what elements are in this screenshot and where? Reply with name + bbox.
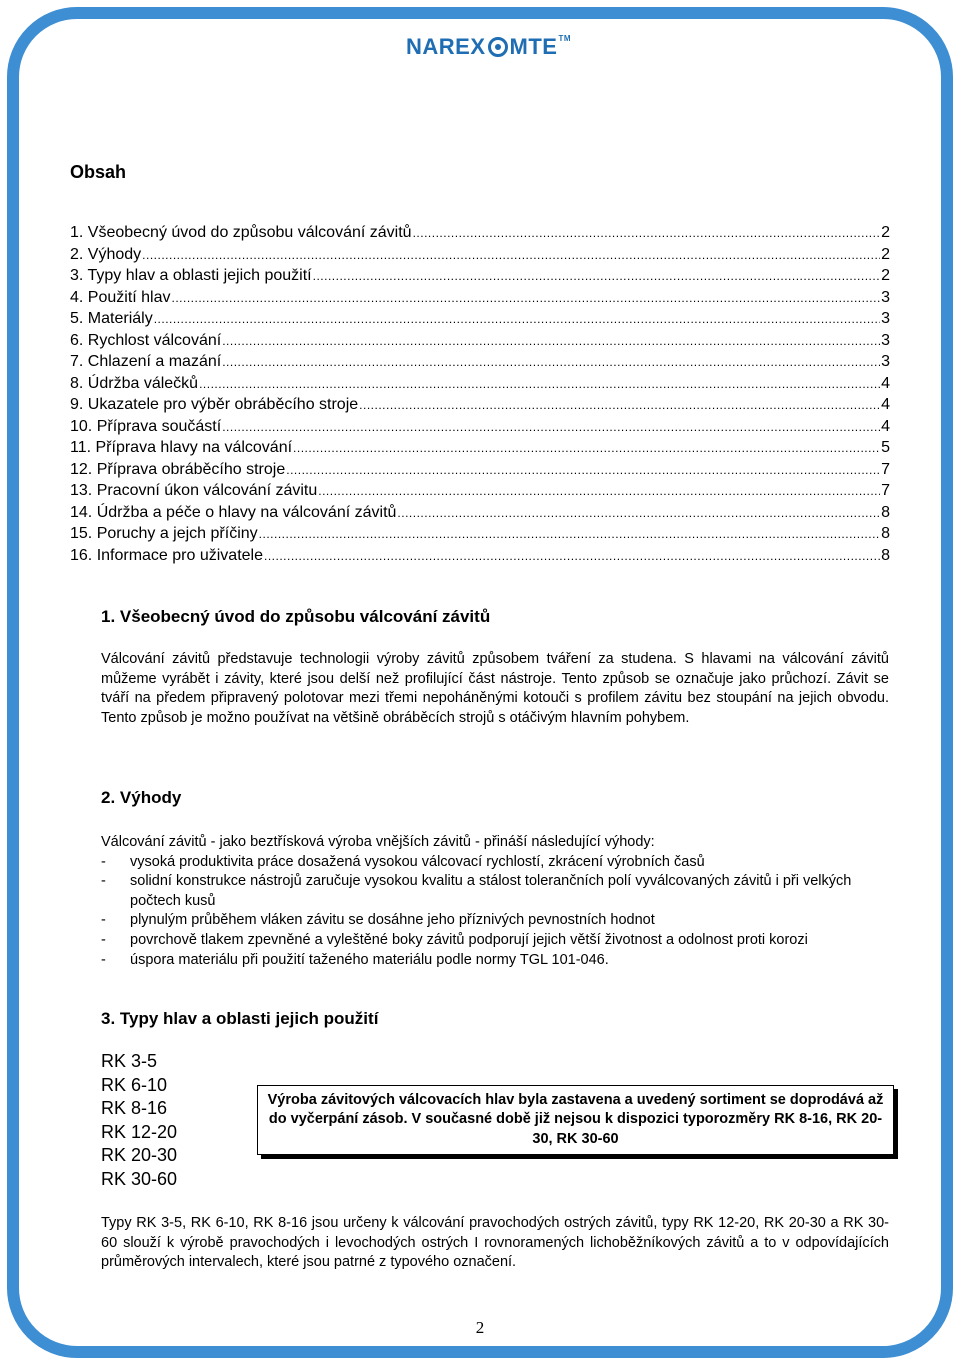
- logo-tm: TM: [558, 34, 572, 43]
- list-item: [101, 931, 889, 951]
- toc-entry-label: 10. Příprava součástí: [70, 417, 222, 435]
- toc-leader-dots: [172, 289, 881, 307]
- toc-entry[interactable]: [70, 461, 890, 483]
- toc-leader-dots: [313, 267, 880, 285]
- list-item-text: povrchově tlakem zpevněné a vyleštěné boky závitů podporují jejich větší životnost a odolnost proti korozi: [130, 931, 808, 948]
- toc-entry[interactable]: [70, 418, 890, 440]
- toc-entry-label: 13. Pracovní úkon válcování závitu: [70, 482, 318, 499]
- toc-leader-dots: [397, 504, 880, 522]
- toc-entry-label: 12. Příprava obráběcího stroje: [70, 460, 286, 478]
- toc-entry-label: 11. Příprava hlavy na válcování: [70, 439, 293, 456]
- logo-ring-icon: [488, 37, 508, 57]
- toc-leader-dots: [154, 310, 880, 328]
- bullet-dash: -: [101, 912, 106, 929]
- advantages-intro: Válcování závitů - jako beztřísková výroba vnějších závitů - přináší následující výhody:: [101, 834, 655, 850]
- toc-leader-dots: [264, 547, 880, 565]
- toc-entry[interactable]: [70, 396, 890, 418]
- toc-entry-label: 9. Ukazatele pro výběr obráběcího stroje: [70, 396, 359, 413]
- toc-entry-page: 2: [881, 267, 890, 284]
- section1-heading: 1. Všeobecný úvod do způsobu válcování závitů: [101, 607, 491, 626]
- notice-text: Výroba závitových válcovacích hlav byla zastavena a uvedený sortiment se doprodává až do vyčerpání zásob. V současné době již nejsou k dispozici typorozměry RK 8-16, RK 20-30, RK 30-60: [267, 1091, 884, 1147]
- toc-entry-label: 14. Údržba a péče o hlavy na válcování závitů: [70, 503, 397, 521]
- bullet-dash: -: [101, 931, 106, 948]
- section3-text: Typy RK 3-5, RK 6-10, RK 8-16 jsou určeny k válcování pravochodých ostrých závitů, typy RK 12-20, RK 20-30 a RK 30-60 slouží k výrobě pravochodých i levochodých ostrých I rovnoramených lichoběžníkových závitů a to v odpovídajících průměrových intervalech, které jsou patrné z typového označení.: [101, 1215, 889, 1271]
- page-number: 2: [475, 1318, 485, 1337]
- toc-entry[interactable]: [70, 375, 890, 397]
- toc-entry-page: 4: [881, 396, 890, 413]
- toc-entry-label: 4. Použití hlav: [70, 288, 171, 306]
- toc-leader-dots: [293, 439, 880, 457]
- toc-leader-dots: [413, 224, 881, 242]
- toc-entry[interactable]: [70, 224, 890, 246]
- list-item-text: vysoká produktivita práce dosažená vysokou válcovací rychlostí, zkrácení výrobních časů: [130, 853, 705, 870]
- toc-entry[interactable]: [70, 289, 890, 311]
- list-item-text: plynulým průběhem vláken závitu se dosáhne jeho příznivých pevnostních hodnot: [130, 912, 655, 929]
- toc-entry-page: 5: [881, 439, 890, 456]
- toc-entry[interactable]: [70, 353, 890, 375]
- head-type-item: RK 30-60: [101, 1168, 178, 1189]
- toc-leader-dots: [318, 482, 880, 500]
- toc-entry-label: 8. Údržba válečků: [70, 374, 199, 392]
- section1-text: Válcování závitů představuje technologii výroby závitů způsobem tváření za studena. S hlavami na válcování závitů můžeme vyrábět i závity, které jsou delší než profilující část nástroje. Tento způsob se označuje jako průchozí. Závit se tváří na předem připravený polotovar mezi třemi nepoháněnými kotouči s profilem závitu bez stoupání na jejich obvodu. Tento způsob je možno používat na většině obráběcích strojů s otáčivým hlavním pohybem.: [101, 651, 889, 726]
- toc-entry-page: 7: [881, 482, 890, 499]
- logo-text-left: NAREX: [406, 34, 486, 59]
- head-types-list: [101, 1050, 177, 1192]
- logo-text-right: MTE: [509, 34, 558, 59]
- toc-entry[interactable]: [70, 246, 890, 268]
- toc-leader-dots: [199, 375, 880, 393]
- toc-entry-page: 4: [881, 417, 890, 435]
- bullet-dash: -: [101, 873, 106, 890]
- toc-entry-page: 2: [881, 224, 890, 241]
- toc-entry-page: 3: [881, 353, 890, 370]
- toc-entry[interactable]: [70, 332, 890, 354]
- toc-entry[interactable]: [70, 547, 890, 569]
- toc-entry-page: 3: [881, 288, 890, 306]
- list-item: [101, 951, 889, 971]
- toc-entry-label: 6. Rychlost válcování: [70, 331, 222, 349]
- toc-leader-dots: [286, 461, 880, 479]
- toc-entry[interactable]: [70, 525, 890, 547]
- list-item: [101, 872, 889, 911]
- toc-entry-page: 8: [881, 546, 890, 564]
- toc-entry-page: 3: [881, 331, 890, 349]
- bullet-dash: -: [101, 951, 106, 968]
- toc-entry[interactable]: [70, 504, 890, 526]
- toc-entry-page: 4: [881, 374, 890, 392]
- section3-heading: 3. Typy hlav a oblasti jejich použití: [101, 1009, 379, 1028]
- list-item-text: solidní konstrukce nástrojů zaručuje vysokou kvalitu a stálost tolerančních polí vyválcovaných závitů i při velkých počtech kusů: [130, 873, 852, 909]
- toc-entry-label: 1. Všeobecný úvod do způsobu válcování závitů: [70, 224, 412, 241]
- head-type-item: RK 8-16: [101, 1098, 168, 1119]
- bullet-dash: -: [101, 853, 106, 870]
- toc-entry[interactable]: [70, 439, 890, 461]
- toc-leader-dots: [222, 418, 880, 436]
- head-type-item: RK 20-30: [101, 1145, 178, 1166]
- narex-mte-logo: [406, 34, 571, 60]
- toc-entry-label: 15. Poruchy a jejch příčiny: [70, 525, 258, 542]
- toc-entry-label: 5. Materiály: [70, 310, 153, 327]
- toc-entry[interactable]: [70, 482, 890, 504]
- toc-leader-dots: [259, 525, 880, 543]
- toc-entry-page: 8: [881, 525, 890, 542]
- head-type-item: RK 6-10: [101, 1074, 168, 1095]
- toc-entry-label: 2. Výhody: [70, 245, 142, 263]
- toc-leader-dots: [222, 332, 880, 350]
- toc-leader-dots: [359, 396, 880, 414]
- toc-leader-dots: [142, 246, 880, 264]
- toc-title: Obsah: [70, 162, 127, 182]
- toc-entry-page: 2: [881, 245, 890, 263]
- toc-entry-page: 7: [881, 460, 890, 478]
- toc-entry-label: 3. Typy hlav a oblasti jejich použití: [70, 267, 312, 284]
- discontinued-notice: [257, 1085, 894, 1155]
- list-item: [101, 911, 889, 931]
- toc-entry-page: 8: [881, 503, 890, 521]
- list-item: [101, 853, 889, 873]
- head-type-item: RK 12-20: [101, 1121, 178, 1142]
- advantages-list: [101, 833, 889, 970]
- toc-entry[interactable]: [70, 310, 890, 332]
- section2-heading: 2. Výhody: [101, 788, 182, 807]
- toc-entry-label: 16. Informace pro uživatele: [70, 546, 263, 564]
- head-type-item: RK 3-5: [101, 1051, 158, 1071]
- toc-leader-dots: [222, 353, 880, 371]
- toc-entry-label: 7. Chlazení a mazání: [70, 353, 222, 370]
- list-item-text: úspora materiálu při použití taženého materiálu podle normy TGL 101-046.: [130, 951, 609, 968]
- table-of-contents: [70, 224, 890, 568]
- toc-entry[interactable]: [70, 267, 890, 289]
- toc-entry-page: 3: [881, 310, 890, 327]
